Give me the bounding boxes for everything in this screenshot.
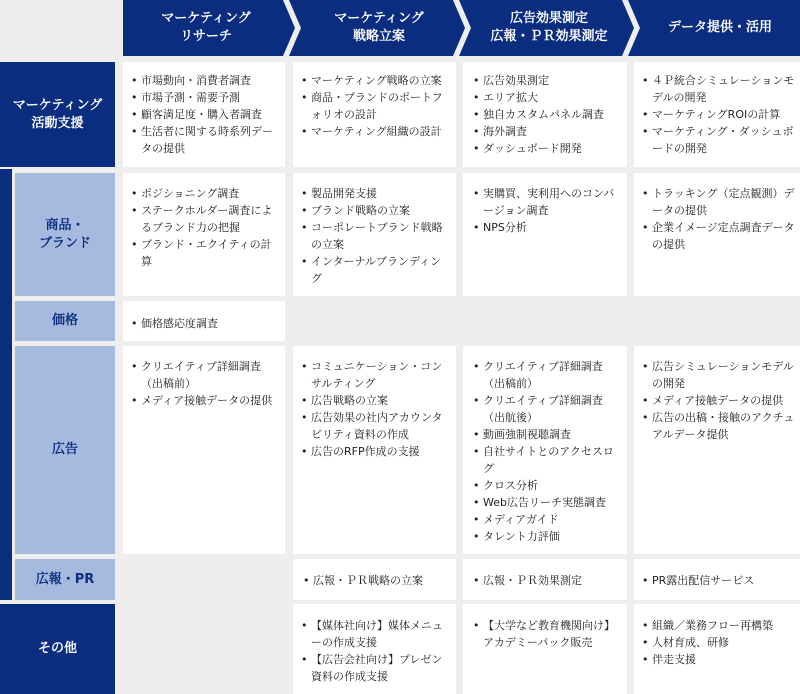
service-item: • 広告効果の社内アカウンタビリティ資料の作成 [301, 409, 451, 443]
service-item: • メディア接触データの提供 [131, 392, 281, 409]
service-item: • 実購買、実利用へのコンバージョン調査 [473, 185, 623, 219]
service-item: • 商品・ブランドのポートフォリオの設計 [301, 89, 451, 123]
service-item: • ポジショニング調査 [131, 185, 279, 202]
service-item: • 人材育成、研修 [642, 634, 796, 651]
column-header-strategy: マーケティング 戦略立案 [334, 11, 424, 44]
service-item: • Web広告リーチ実態調査 [473, 494, 623, 511]
cell-list [301, 72, 451, 140]
service-item: • コミュニケーション・コンサルティング [301, 358, 451, 392]
cell-list [642, 185, 796, 253]
cell-list [301, 185, 451, 287]
cell-list [642, 572, 796, 589]
service-item: • 広報・ＰＲ効果測定 [473, 572, 623, 589]
service-item: • 企業イメージ定点調査データの提供 [642, 219, 796, 253]
cell-list [301, 617, 451, 685]
service-item: • エリア拡大 [473, 89, 623, 106]
service-item: • マーケティングROIの計算 [642, 106, 796, 123]
cell-list [473, 617, 623, 651]
service-item: • 広告効果測定 [473, 72, 623, 89]
service-item: • 広告のRFP作成の支援 [301, 443, 451, 460]
service-item: • マーケティング組織の設計 [301, 123, 451, 140]
cell-list [473, 185, 623, 236]
service-item: • 広告の出稿・接触のアクチュアルデータ提供 [642, 409, 798, 443]
service-item: • 市場動向・消費者調査 [131, 72, 279, 89]
service-item: • 独自カスタムパネル調査 [473, 106, 623, 123]
service-item: • ４Ｐ統合シミュレーションモデルの開発 [642, 72, 796, 106]
service-item: • ダッシュボード開発 [473, 140, 623, 157]
service-item: • マーケティング戦略の立案 [301, 72, 451, 89]
cell-list [473, 572, 623, 589]
service-item: • クリエイティブ詳細調査（出稿前） [131, 358, 281, 392]
service-item: • ブランド・エクイティの計算 [131, 236, 279, 270]
service-item: • マーケティング・ダッシュボードの開発 [642, 123, 796, 157]
cell-list [642, 358, 798, 443]
category-stripe [0, 169, 12, 600]
service-item: • 【媒体社向け】媒体メニューの作成支援 [301, 617, 451, 651]
cell-list [303, 572, 453, 589]
cell-list [642, 617, 796, 668]
row-label-advertising: 広告 [15, 346, 115, 554]
row-label-pr: 広報・PR [15, 559, 115, 600]
service-item: • クロス分析 [473, 477, 623, 494]
column-header-data: データ提供・活用 [667, 20, 772, 35]
row-label-other: その他 [0, 604, 115, 694]
service-item: • 広告シミュレーションモデルの開発 [642, 358, 798, 392]
cell-list [131, 185, 279, 270]
service-item: • 動画強制視聴調査 [473, 426, 623, 443]
row-label-product-brand: 商品・ ブランド [15, 173, 115, 296]
service-item: • トラッキング（定点観測）データの提供 [642, 185, 796, 219]
service-item: • メディアガイド [473, 511, 623, 528]
service-item: • 広告戦略の立案 [301, 392, 451, 409]
column-header-research: マーケティング リサーチ [161, 11, 251, 44]
column-header-measurement: 広告効果測定 広報・ＰＲ効果測定 [490, 11, 608, 44]
cell-list [473, 358, 623, 545]
service-item: • 製品開発支援 [301, 185, 451, 202]
service-item: • 【大学など教育機関向け】アカデミーパック販売 [473, 617, 623, 651]
service-item: • 生活者に関する時系列データの提供 [131, 123, 279, 157]
service-item: • 【広告会社向け】プレゼン資料の作成支援 [301, 651, 451, 685]
service-item: • 広報・ＰＲ戦略の立案 [303, 572, 453, 589]
service-item: • ステークホルダー調査によるブランド力の把握 [131, 202, 279, 236]
service-item: • クリエイティブ詳細調査（出稿前） [473, 358, 623, 392]
cell-list [642, 72, 796, 157]
service-item: • インターナルブランディング [301, 253, 451, 287]
row-label-marketing-support: マーケティング 活動支援 [0, 62, 115, 167]
cell-list [473, 72, 623, 157]
cell-list [131, 72, 279, 157]
row-label-price: 価格 [15, 301, 115, 341]
service-item: • 市場予測・需要予測 [131, 89, 279, 106]
service-item: • 伴走支援 [642, 651, 796, 668]
service-item: • ブランド戦略の立案 [301, 202, 451, 219]
service-item: • 自社サイトとのアクセスログ [473, 443, 623, 477]
service-item: • 価格感応度調査 [131, 315, 279, 332]
cell-list [301, 358, 451, 460]
cell-list [131, 358, 281, 409]
service-item: • 顧客満足度・購入者調査 [131, 106, 279, 123]
service-item: • PR露出配信サービス [642, 572, 796, 589]
service-item: • クリエイティブ詳細調査（出航後） [473, 392, 623, 426]
service-item: • 海外調査 [473, 123, 623, 140]
cell-list [131, 315, 279, 332]
service-item: • NPS分析 [473, 219, 623, 236]
service-item: • メディア接触データの提供 [642, 392, 798, 409]
service-item: • タレント力評価 [473, 528, 623, 545]
service-item: • 組織／業務フロー再構築 [642, 617, 796, 634]
service-item: • コーポレートブランド戦略の立案 [301, 219, 451, 253]
